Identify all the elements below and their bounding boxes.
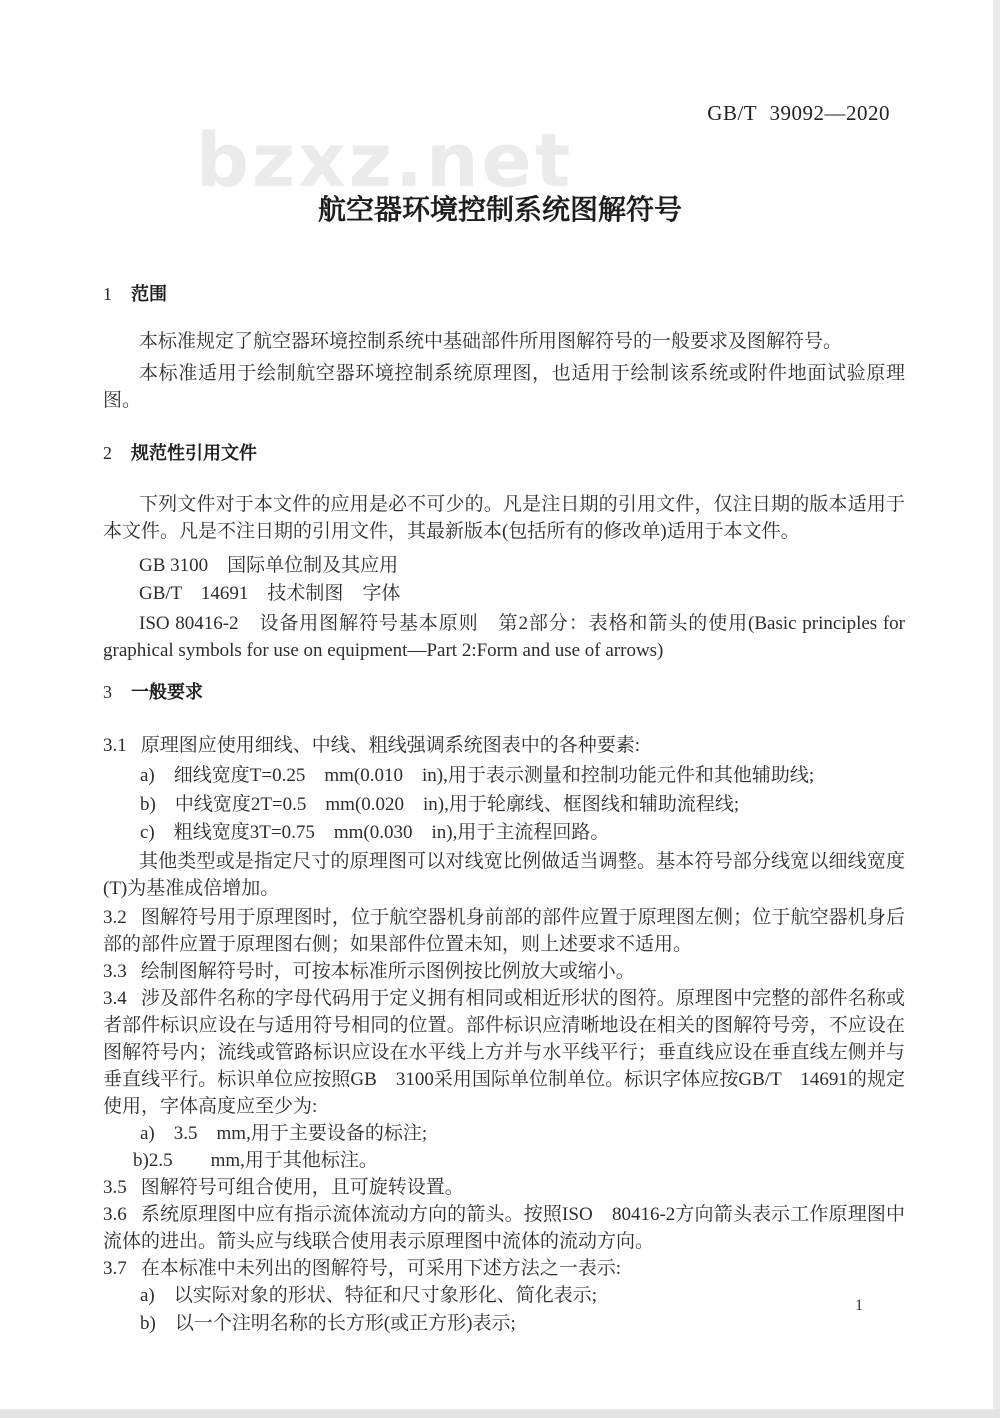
clause-3-1-note: 其他类型或是指定尺寸的原理图可以对线宽比例做适当调整。基本符号部分线宽以细线宽度(T)为基准成倍增加。 <box>103 851 905 899</box>
clause-3-5 <box>103 1174 905 1201</box>
clause-3-2 <box>103 904 905 958</box>
list-item: b) 中线宽度2T=0.5 mm(0.020 in),用于轮廓线、框图线和辅助流程线; <box>140 794 740 815</box>
clause-text: 原理图应使用细线、中线、粗线强调系统图表中的各种要素: <box>140 735 641 756</box>
clause-number: 3.5 <box>103 1177 127 1198</box>
watermark-text: bzxz.net <box>196 118 574 204</box>
section-2-heading <box>103 442 905 464</box>
document-title: 航空器环境控制系统图解符号 <box>317 194 682 225</box>
section-3-heading <box>103 681 905 703</box>
list-item: b) 以一个注明名称的长方形(或正方形)表示; <box>140 1313 516 1334</box>
document-body <box>103 270 905 1337</box>
section-3-title: 一般要求 <box>131 682 203 702</box>
section-1-heading <box>103 283 905 305</box>
clause-text: 图解符号可组合使用，且可旋转设置。 <box>140 1177 464 1198</box>
clause-3-1 <box>103 732 905 759</box>
list-item: a) 3.5 mm,用于主要设备的标注; <box>140 1123 428 1144</box>
scan-edge-bottom <box>0 1409 1000 1418</box>
list-item: c) 粗线宽度3T=0.75 mm(0.030 in),用于主流程回路。 <box>140 822 610 843</box>
standard-number: GB/T 39092—2020 <box>707 101 890 125</box>
clause-text: 系统原理图中应有指示流体流动方向的箭头。按照ISO 80416-2方向箭头表示工作原理图中流体的进出。箭头应与线联合使用表示原理图中流体的流动方向。 <box>103 1204 905 1252</box>
clause-text: 在本标准中未列出的图解符号，可采用下述方法之一表示: <box>140 1258 622 1279</box>
reference-item: GB/T 14691 技术制图 字体 <box>139 583 401 604</box>
clause-number: 3.3 <box>103 961 127 982</box>
reference-item: ISO 80416-2 设备用图解符号基本原则 第2部分：表格和箭头的使用(Basic principles for graphical symbols for use on equipment—Part 2:Form and use of arrows) <box>103 613 905 661</box>
clause-text: 绘制图解符号时，可按本标准所示图例按比例放大或缩小。 <box>140 961 635 982</box>
scope-paragraph-1: 本标准规定了航空器环境控制系统中基础部件所用图解符号的一般要求及图解符号。 <box>139 331 843 352</box>
section-2-number: 2 <box>103 443 112 463</box>
list-item: b)2.5 mm,用于其他标注。 <box>133 1150 378 1171</box>
section-2-title: 规范性引用文件 <box>131 443 257 463</box>
clause-number: 3.4 <box>103 988 127 1009</box>
section-3-number: 3 <box>103 682 112 702</box>
clause-3-6 <box>103 1201 905 1255</box>
clause-number: 3.6 <box>103 1204 127 1225</box>
reference-item: GB 3100 国际单位制及其应用 <box>139 555 399 576</box>
scope-paragraph-2: 本标准适用于绘制航空器环境控制系统原理图，也适用于绘制该系统或附件地面试验原理图。 <box>103 363 905 411</box>
clause-3-3 <box>103 958 905 985</box>
clause-number: 3.2 <box>103 907 127 928</box>
list-item: a) 以实际对象的形状、特征和尺寸象形化、简化表示; <box>140 1285 598 1306</box>
list-item: a) 细线宽度T=0.25 mm(0.010 in),用于表示测量和控制功能元件和其他辅助线; <box>140 765 815 786</box>
clause-3-7 <box>103 1255 905 1282</box>
section-1-title: 范围 <box>131 284 167 304</box>
references-intro: 下列文件对于本文件的应用是必不可少的。凡是注日期的引用文件，仅注日期的版本适用于本文件。凡是不注日期的引用文件，其最新版本(包括所有的修改单)适用于本文件。 <box>103 494 905 542</box>
clause-text: 涉及部件名称的字母代码用于定义拥有相同或相近形状的图符。原理图中完整的部件名称或者部件标识应设在与适用符号相同的位置。部件标识应清晰地设在相关的图解符号旁，不应设在图解符号内；流线或管路标识应设在水平线上方并与水平线平行；垂直线应设在垂直线左侧并与垂直线平行。标识单位应按照GB 3100采用国际单位制单位。标识字体应按GB/T 14691的规定使用，字体高度应至少为: <box>103 988 905 1117</box>
clause-text: 图解符号用于原理图时，位于航空器机身前部的部件应置于原理图左侧；位于航空器机身后部的部件应置于原理图右侧；如果部件位置未知，则上述要求不适用。 <box>103 907 905 955</box>
clause-number: 3.1 <box>103 735 127 756</box>
clause-number: 3.7 <box>103 1258 127 1279</box>
clause-3-4 <box>103 985 905 1120</box>
section-1-number: 1 <box>103 284 112 304</box>
page-number: 1 <box>855 1297 863 1314</box>
